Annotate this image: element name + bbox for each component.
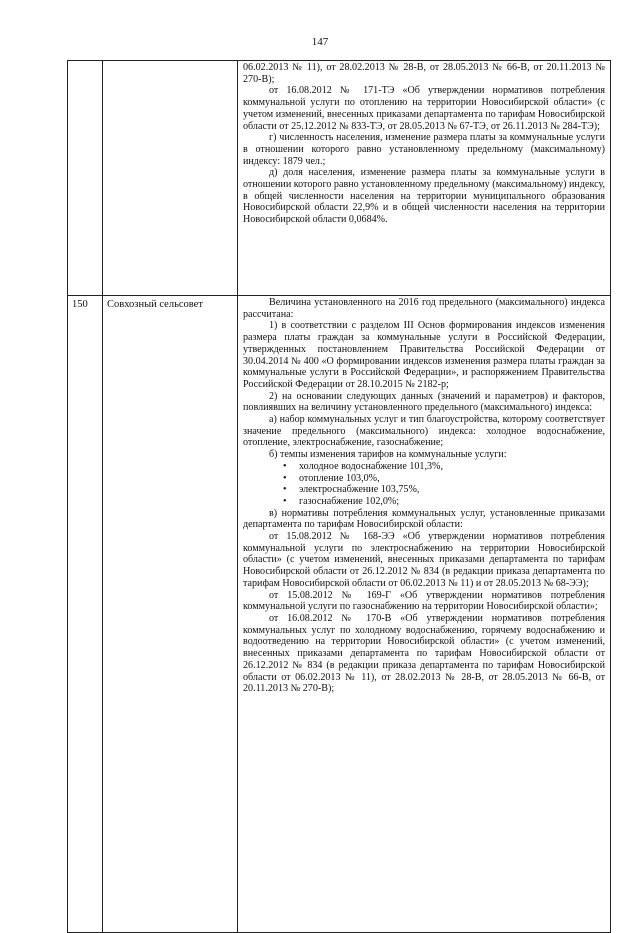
row-number-cell [68, 61, 103, 296]
paragraph: г) численность населения, изменение размера платы за коммунальные услуги в отношении которого равно установленному предельному (максимальному) индексу: 1879 чел.; [243, 132, 605, 167]
paragraph: от 15.08.2012 № 169-Г «Об утверждении нормативов потребления коммунальной услуги по газоснабжению на территории Новосибирской области»; [243, 589, 605, 613]
paragraph: д) доля населения, изменение размера платы за коммунальные услуги в отношении которого равно установленному предельному (максимальному) индексу, в общей численности населения на территории муниципального образования Новосибирской области 22,9% и в общей численности населения на территории Новосибирской области 0,0684%. [243, 167, 605, 226]
list-item [243, 496, 605, 508]
list-item [243, 484, 605, 496]
table-row [68, 296, 611, 933]
list-item-text: холодное водоснабжение 101,3%, [299, 460, 443, 472]
index-description-cell [238, 61, 611, 296]
list-item [243, 461, 605, 473]
paragraph: 2) на основании следующих данных (значений и параметров) и факторов, повлиявших на величину установленного предельного (максимального) индекса: [243, 390, 605, 414]
bullet-icon: • [283, 472, 287, 484]
paragraph: б) темпы изменения тарифов на коммунальные услуги: [269, 449, 507, 461]
list-item-text: отопление 103,0%, [299, 472, 380, 484]
page-number: 147 [311, 36, 329, 48]
paragraph: от 16.08.2012 № 171-ТЭ «Об утверждении нормативов потребления коммунальной услуги по отоплению на территории Новосибирской области» (с учетом изменений, внесенных приказами департамента по тарифам Новосибирской области от 25.12.2012 № 833-ТЭ, от 28.05.2013 № 67-ТЭ, от 26.11.2013 № 284-ТЭ); [243, 85, 605, 132]
municipality-name-cell [103, 61, 238, 296]
index-description-cell [238, 296, 611, 933]
list-item [243, 473, 605, 485]
bullet-icon: • [283, 484, 287, 496]
paragraph: от 15.08.2012 № 168-ЭЭ «Об утверждении нормативов потребления коммунальной услуги по электроснабжению на территории Новосибирской области» (с учетом изменений, внесенных приказами департамента по тарифам Новосибирской области от 26.12.2012 № 834 (в редакции приказа департамента по тарифам Новосибирской области от 06.02.2013 № 11) и от 28.05.2013 № 68-ЭЭ); [243, 531, 605, 589]
bullet-icon: • [283, 495, 287, 507]
paragraph: Величина установленного на 2016 год предельного (максимального) индекса рассчитана: [243, 297, 605, 320]
bullet-icon: • [283, 460, 287, 472]
document-table [67, 60, 611, 933]
list-item-text: электроснабжение 103,75%, [299, 484, 420, 496]
paragraph: в) нормативы потребления коммунальных услуг, установленные приказами департамента по тарифам Новосибирской области: [243, 507, 605, 531]
paragraph: а) набор коммунальных услуг и тип благоустройства, которому соответствует значение предельного (максимального) индекса: холодное водоснабжение, отопление, электроснабжение, газоснабжение; [243, 414, 605, 449]
tariff-list [243, 461, 605, 508]
paragraph: 1) в соответствии с разделом III Основ формирования индексов изменения размера платы граждан за коммунальные услуги в Российской Федерации, утвержденных постановлением Правительства Российской Федерации от 30.04.2014 № 400 «О формировании индексов изменения размера платы граждан за коммунальные услуги в Российской Федерации», и распоряжением Правительства Российской Федерации от 28.10.2015 № 2182-р; [243, 320, 605, 390]
paragraph: 06.02.2013 № 11), от 28.02.2013 № 28-В, от 28.05.2013 № 66-В, от 20.11.2013 № 270-В); [243, 62, 605, 85]
municipality-name-cell: Совхозный сельсовет [103, 296, 238, 933]
paragraph: от 16.08.2012 № 170-В «Об утверждении нормативов потребления коммунальных услуг по холодному водоснабжению, горячему водоснабжению и водоотведению на территории Новосибирской области» (с учетом изменений, внесенных приказами департамента по тарифам Новосибирской области от 26.12.2012 № 834 (в редакции приказа департамента по тарифам Новосибирской области от 06.02.2013 № 11), от 28.02.2013 № 28-В, от 28.05.2013 № 66-В, от 20.11.2013 № 270-В); [243, 612, 605, 695]
table-row [68, 61, 611, 296]
row-number-cell: 150 [68, 296, 103, 933]
list-item-text: газоснабжение 102,0%; [299, 495, 400, 507]
